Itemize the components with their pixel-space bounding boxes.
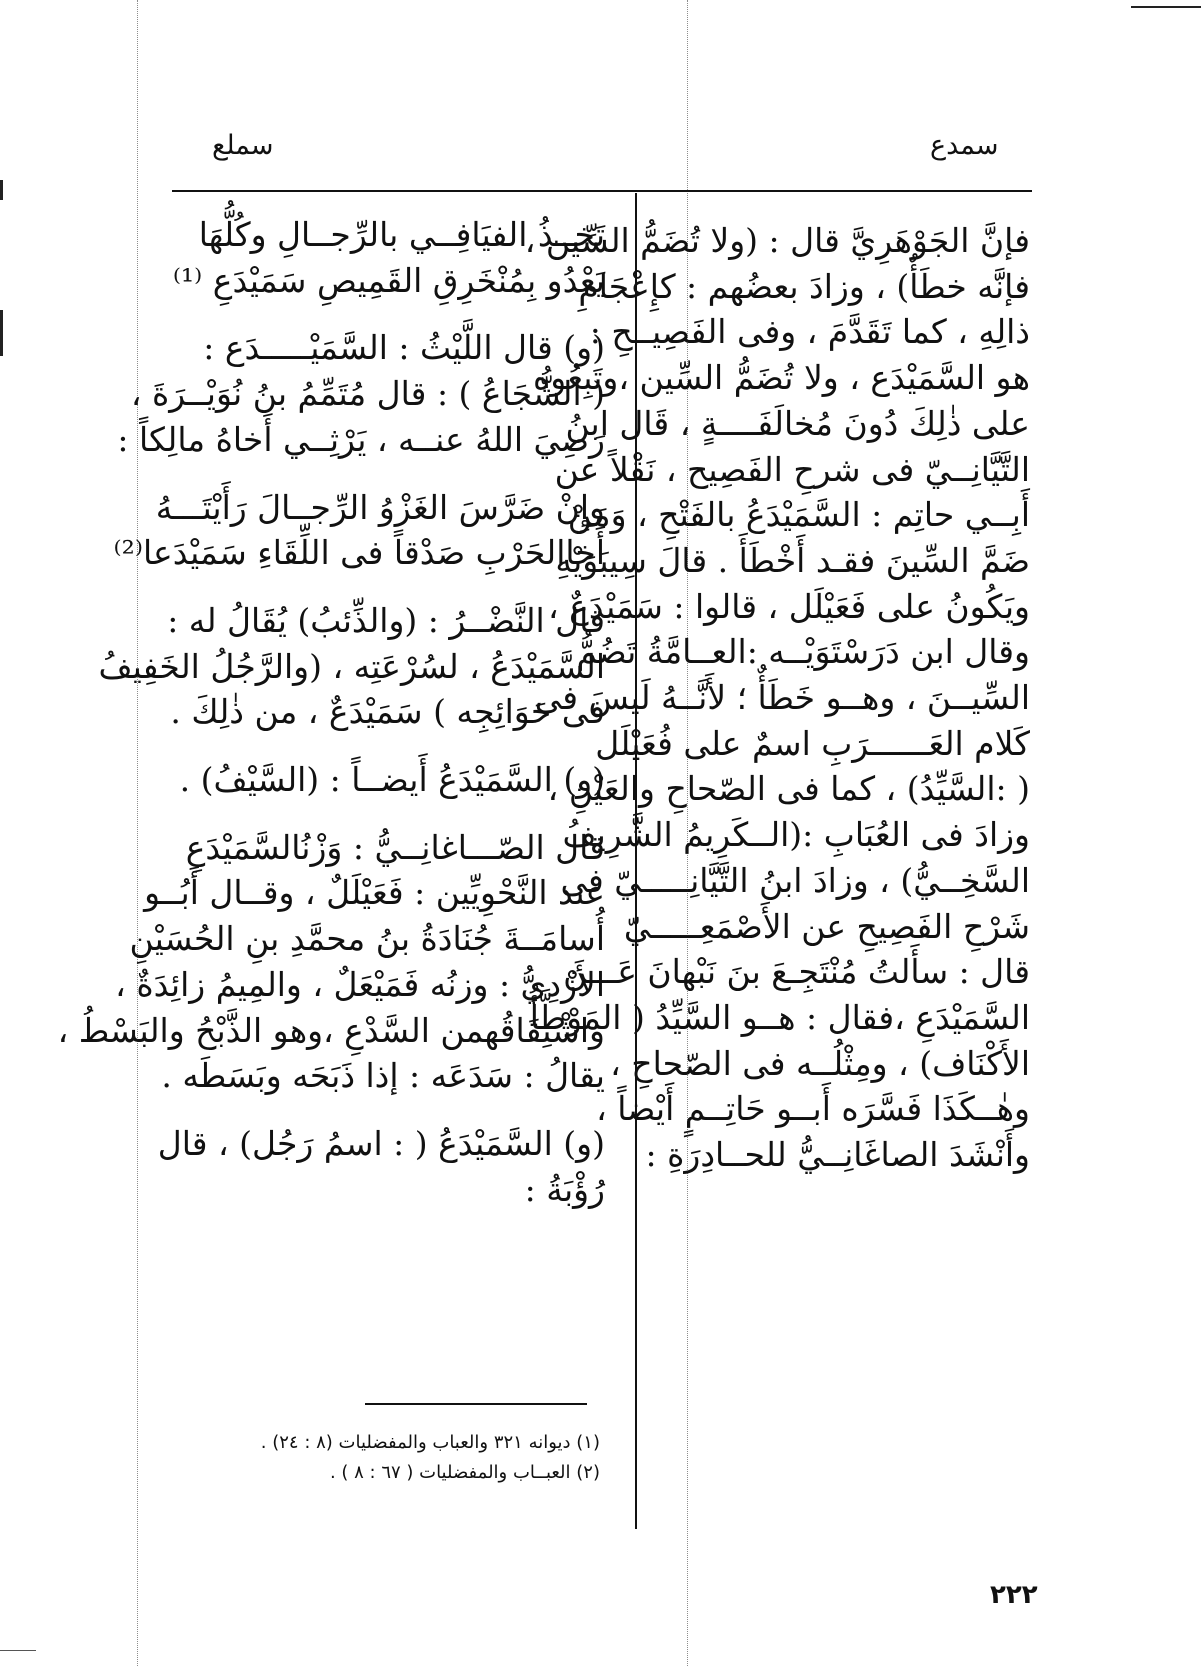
footnote-rule: [365, 1403, 587, 1405]
text-line: واشْتِقَاقُهمن السَّدْعِ ،وهو الذَّبْحُ والبَسْطُ ،: [57, 1010, 605, 1050]
text-line: وقال ابن دَرَسْتَوَيْــه :العــامَّةُ تَضُمُّ: [576, 632, 1030, 672]
footnotes: [170, 1428, 600, 1488]
line-gap: [175, 576, 605, 598]
text-line: وزادَ فى العُبَابِ :(الــكَرِيمُ الشَّرِيفُ: [562, 815, 1030, 855]
scan-edge-mark: [0, 1650, 36, 1651]
text-line: رَضِيَ اللهُ عنــه ، يَرْثِــي أَخاهُ مالِكاً :: [117, 419, 605, 459]
text-line: ( الشُّجَاعُ ) : قال مُتَمِّمُ بنُ نُوَيْــرَةَ ،: [130, 374, 605, 414]
text-line: على ذٰلِكَ دُونَ مُخالَفَــــةٍ ، قَال ابنُ: [565, 403, 1030, 443]
text-line: فإنَّ الجَوْهَرِيَّ قال : (ولا تُضَمُّ السِّين ،: [524, 221, 1030, 260]
text-line: ( :السَّيِّدُ) ، كما فى الصّحاحِ والعَيْنِ ،: [547, 769, 1030, 809]
text-line: وهٰــكَذَا فَسَّرَه أَبــو حَاتِــمٍ أَيْضاً ،: [596, 1089, 1030, 1129]
text-line: (و) السَّمَيْدَعُ ( : اسمُ رَجُل) ، قال: [157, 1123, 605, 1163]
line-gap: [175, 735, 605, 757]
text-line: عند النَّحْوِيِّين : فَعَيْلَلٌ ، وقــال أَبُــو: [144, 873, 605, 913]
text-line: أَبِــي حاتِم : السَّمَيْدَعُ بالفَتْحِ ، وَمَنْ: [567, 495, 1030, 535]
header-right-title: سمدع: [930, 130, 999, 161]
verse-line: وإِنْ ضَرَّسَ الغَزْوُ الرِّجــالَ رَأَيْتَـــهُ: [155, 487, 605, 527]
text-line: وأَنْشَدَ الصاغَانِــيُّ للحــادِرَةِ :: [645, 1135, 1030, 1175]
header-rule: [172, 190, 1032, 192]
text-line: كَلام العَــــــرَبِ اسمٌ على فُعَيْلَل: [595, 723, 1030, 763]
scan-edge-mark: [1131, 6, 1201, 8]
verse-line: تَخِــذُ الفيَافِــي بالرِّجــالِ وكُلُّهَا: [198, 215, 605, 254]
text-line: السَّمَيْدَعِ ،فقال : هــو السَّيِّدُ ( المَوْطَّأُ: [529, 997, 1030, 1037]
text-line: أُسامَــةَ جُنَادَةُ بنُ محمَّدِ بنِ الحُسَيْنِ: [129, 919, 605, 959]
text-line: (و) قال اللَّيْثُ : السَّمَيْـــــدَع :: [203, 328, 605, 368]
right-column: [524, 218, 1030, 1178]
text-line: السِّيــنَ ، وهــو خَطَأٌ ؛ لأَنَّــهُ لَيسَ فى: [534, 678, 1030, 718]
text-line: الأَكْنَاف) ، ومِثْلُــه فى الصّحاحِ ،: [610, 1043, 1030, 1083]
line-gap: [175, 803, 605, 825]
header-left-title: سملع: [212, 130, 274, 161]
text-line: ويَكُونُ على فَعَيْلَل ، قالوا : سَمَيْدَعٌ ،: [548, 586, 1030, 626]
line-gap: [175, 1099, 605, 1121]
text-line: قال النَّضْــرُ : (والذِّئبُ) يُقَالُ له :: [167, 600, 605, 640]
scan-guide-line: [137, 0, 138, 1666]
text-line: هو السَّمَيْدَع ، ولا تُضَمُّ السِّين ،وتَبِعُوه: [533, 358, 1030, 398]
left-column: [57, 212, 605, 1212]
text-line: السَّمَيْدَعُ ، لسُرْعَتِه ، (والرَّجُلُ الخَفِيفُ: [98, 646, 605, 686]
text-line: السَّخِــيُّ) ، وزادَ ابنُ التَّيَّانِـــــيّ فى: [560, 860, 1030, 900]
text-line: ضَمَّ السِّينَ فقـد أَخْطَأَ . قالَ سِيبَوَيْهِ: [555, 540, 1030, 580]
text-line: رُؤْبَةُ :: [524, 1169, 605, 1209]
text-line: فإنَّه خطَأٌ) ، وزادَ بعضُهم : كإِعْجَامِ: [578, 266, 1030, 306]
text-line: (و) السَّمَيْدَعُ أَيضــاً : (السَّيْفُ) .: [179, 760, 605, 800]
text-line: التَّيَّانِــيّ فى شرحِ الفَصِيح ، نَقْلاً عن: [554, 449, 1030, 489]
verse-line: أَخاالحَرْبِ صَدْقاً فى اللِّقَاءِ سَمَيْدَعا⁽²⁾: [113, 533, 605, 573]
text-line: فى حَوَائِجِه ) سَمَيْدَعٌ ، من ذٰلِكَ .: [170, 692, 605, 732]
text-line: الأَزْدِيُّ : وزنُه فَمَيْعَلٌ ، والمِيمُ زائِدَةٌ ،: [115, 964, 605, 1004]
text-line: قال : سأَلتُ مُنْتَجِـعَ بنَ نَبْهانَ عَـــن: [563, 952, 1030, 992]
verse-line: يَعْدُو بِمُنْخَرِقِ القَمِيصِ سَمَيْدَعِ ⁽¹⁾: [172, 260, 605, 300]
page-number: ٢٢٢: [990, 1580, 1038, 1610]
text-line: قال الصّـــاغانِــيُّ : وَزْنُالسَّمَيْدَعِ: [185, 827, 605, 867]
text-line: يقالُ : سَدَعَه : إذا ذَبَحَه وبَسَطَه .: [161, 1056, 605, 1096]
line-gap: [175, 303, 605, 325]
scan-edge-mark: [0, 180, 3, 200]
text-line: شَرْحِ الفَصِيحِ عن الأَصْمَعِـــــيّ: [623, 906, 1030, 946]
footnote-1: (١) ديوانه ٣٢١ والعباب والمفضليات (٨ : ٢٤) .: [260, 1432, 600, 1453]
scan-edge-mark: [0, 310, 3, 356]
line-gap: [175, 463, 605, 485]
footnote-2: (٢) العبــاب والمفضليات ( ٦٧ : ٨ ) .: [329, 1462, 600, 1483]
text-line: ذالِهِ ، كما تَقَدَّمَ ، وفى الفَصِيــحِ :: [589, 312, 1030, 352]
